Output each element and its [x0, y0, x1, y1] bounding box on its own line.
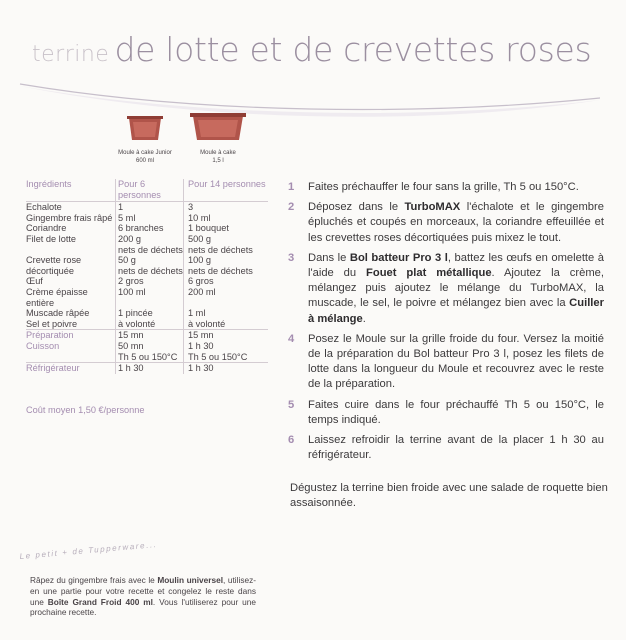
ingredient-row	[26, 276, 268, 287]
ingredient-row	[26, 213, 268, 224]
quantity-fourteen: 6 gros	[184, 276, 269, 287]
ingredient-name: Filet de lotte	[26, 233, 77, 244]
ingredients-table	[26, 179, 268, 374]
quantity-fourteen: 1 bouquet	[184, 223, 269, 234]
text-run: .	[362, 312, 366, 325]
ingredient-row	[26, 308, 268, 319]
quantity-fourteen: 200 ml	[184, 287, 269, 308]
recipe-step	[288, 398, 604, 428]
step-number: 2	[288, 201, 295, 214]
mould-cake-name: Moule à cake	[200, 150, 236, 156]
ingredient-row	[26, 234, 268, 255]
cost-per-person: Coût moyen 1,50 €/personne	[26, 405, 145, 415]
step-number: 1	[288, 181, 295, 193]
step-number: 4	[288, 332, 295, 345]
quantity-six: 6 branches	[116, 223, 184, 234]
ingredient-name: Crevette rose décortiquée	[26, 255, 82, 276]
quantity-fourteen: à volonté	[184, 319, 269, 330]
title-prefix: terrine	[32, 42, 110, 67]
mould-junior-size: 600 ml	[135, 158, 154, 164]
product-name: Boîte Grand Froid 400 ml	[47, 596, 153, 607]
ingredient-row	[26, 255, 268, 276]
quantity-six: 1	[116, 202, 184, 213]
text-run: Posez le Moule sur la grille froide du four. Versez la moitié de la préparation du Bol batteur Pro 3 l, posez les filets de lotte dans la longueur du Moule et recouvrez avec le reste de la préparation.	[308, 332, 604, 391]
text-run: . Vous l'utiliserez pour une prochaine recette.	[30, 596, 256, 618]
header-ingredients: Ingrédients	[26, 179, 116, 202]
quantity-six: 1 pincée	[116, 308, 184, 319]
quantity-six: 5 ml	[116, 213, 184, 224]
text-run: . Ajoutez la crème, mélangez puis ajoutez le mélange du TurboMAX, la muscade, le sel, le poivre et mélangez bien avec la	[308, 267, 604, 310]
ingredient-row	[26, 319, 268, 330]
refrigerateur-six: 1 h 30	[116, 363, 184, 374]
tip-label: Le petit + de Tupperware...	[19, 539, 158, 561]
text-run: Râpez du gingembre frais avec le	[30, 575, 158, 585]
product-name: Bol batteur Pro 3 l	[349, 251, 448, 264]
header-six: Pour 6 personnes	[116, 179, 184, 202]
cake-mould-junior-icon	[125, 110, 165, 144]
text-run: Laissez refroidir la terrine avant de la placer 1 h 30 au réfrigérateur.	[308, 434, 604, 462]
quantity-six: 100 ml	[116, 287, 184, 308]
quantity-fourteen: 1 ml	[184, 308, 269, 319]
recipe-step	[288, 332, 604, 393]
ingredients-header-row	[26, 179, 268, 202]
text-run: Déposez dans le	[308, 201, 405, 214]
quantity-six: 2 gros	[116, 276, 184, 287]
cuisson-row	[26, 341, 268, 363]
refrigerateur-label: Réfrigérateur	[26, 363, 116, 374]
ingredient-row	[26, 287, 268, 308]
mould-junior	[105, 110, 185, 165]
refrigerateur-fourteen: 1 h 30	[184, 363, 269, 374]
recipe-steps	[288, 180, 604, 468]
recipe-step	[288, 200, 604, 246]
mould-cake	[178, 108, 258, 165]
quantity-six: à volonté	[116, 319, 184, 330]
ingredient-name: Crème épaisse entière	[26, 286, 88, 308]
preparation-row	[26, 330, 268, 341]
refrigerateur-row	[26, 363, 268, 374]
quantity-fourteen: 3	[184, 202, 269, 213]
decorative-swoosh	[0, 70, 626, 130]
quantity-six: 50 g nets de déchets	[116, 255, 184, 276]
quantity-fourteen: 100 g nets de déchets	[184, 255, 269, 276]
ingredient-name: Coriandre	[26, 223, 67, 234]
cuisson-label: Cuisson	[26, 340, 60, 351]
text-run: l'échalote et le gingembre épluchés et coupés en morceaux, la coriandre effeuillée et les crevettes roses décortiquées puis mixez le tout.	[308, 201, 604, 244]
step-number: 6	[288, 434, 295, 447]
recipe-step	[288, 180, 604, 195]
preparation-fourteen: 15 mn	[184, 330, 269, 341]
text-run: , utilisez-en une partie pour votre recette et congelez le reste dans une	[30, 575, 257, 607]
ingredient-name: Echalote	[26, 202, 62, 213]
tupperware-tip	[30, 575, 256, 618]
cuisson-fourteen: 1 h 30 Th 5 ou 150°C	[184, 341, 269, 363]
quantity-fourteen: 500 g nets de déchets	[184, 234, 269, 255]
ingredient-name: Gingembre frais râpé	[26, 212, 113, 223]
quantity-fourteen: 10 ml	[184, 213, 269, 224]
product-name: Moulin universel	[157, 575, 224, 585]
recipe-step	[288, 433, 604, 463]
preparation-six: 15 mn	[116, 330, 184, 341]
mould-cake-size: 1,5 l	[212, 158, 224, 164]
title-main: de lotte et de crevettes roses	[114, 30, 592, 69]
ingredients-rows	[26, 202, 268, 330]
cake-mould-icon	[189, 108, 247, 144]
ingredient-row	[26, 223, 268, 234]
step-number: 5	[288, 398, 295, 411]
mould-junior-name: Moule à cake Junior	[118, 150, 172, 156]
ingredient-name: Œuf	[26, 276, 43, 287]
ingredient-row	[26, 202, 268, 213]
preparation-label: Préparation	[26, 330, 116, 341]
product-name: Fouet plat métallique	[366, 267, 492, 280]
text-run: Faites cuire dans le four préchauffé Th 5 ou 150°C, le temps indiqué.	[308, 398, 604, 426]
ingredient-name: Sel et poivre	[26, 318, 78, 329]
text-run: , battez les œufs en omelette à l'aide du	[308, 251, 604, 280]
recipe-step	[288, 251, 604, 327]
ingredient-name: Muscade râpée	[26, 308, 90, 319]
text-run: Faites préchauffer le four sans la grille, Th 5 ou 150°C.	[308, 181, 579, 193]
text-run: Dans le	[308, 251, 350, 264]
product-name: TurboMAX	[404, 201, 461, 214]
product-name: Cuiller à mélange	[308, 297, 604, 325]
serving-note: Dégustez la terrine bien froide avec une salade de roquette bien assaisonnée.	[290, 482, 608, 510]
step-number: 3	[288, 251, 295, 264]
header-fourteen: Pour 14 personnes	[184, 179, 269, 202]
cuisson-six: 50 mn Th 5 ou 150°C	[116, 341, 184, 363]
quantity-six: 200 g nets de déchets	[116, 234, 184, 255]
recipe-title	[32, 30, 591, 69]
